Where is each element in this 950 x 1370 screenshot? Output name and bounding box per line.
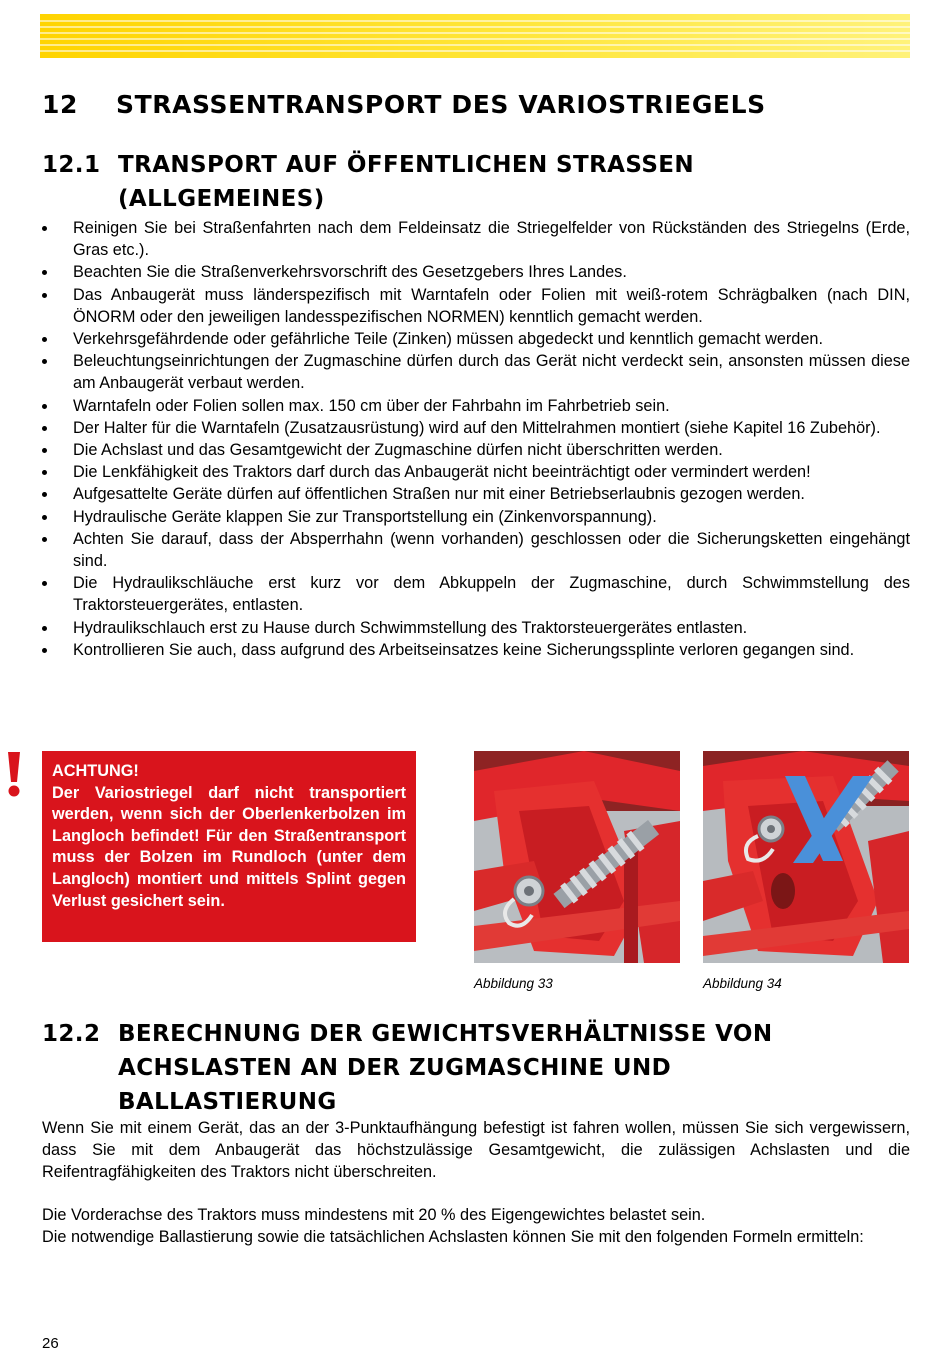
list-item-text: Die Hydraulikschläuche erst kurz vor dem Abkuppeln der Zugmaschine, durch Schwimmstellung des Traktorsteuergerätes, entlasten. [73, 574, 910, 615]
list-item [42, 395, 910, 417]
section-12-1-title-line2: (ALLGEMEINES) [118, 186, 325, 212]
list-item-text: Reinigen Sie bei Straßenfahrten nach dem Feldeinsatz die Striegelfelder von Rückständen des Striegelns (Erde, Gras etc.). [73, 219, 910, 260]
bullet-icon [42, 515, 47, 520]
section-12-1-heading [42, 148, 912, 216]
bullet-icon [42, 270, 47, 275]
list-item-text: Kontrollieren Sie auch, dass aufgrund des Arbeitseinsatzes keine Sicherungssplinte verloren gegangen sind. [73, 640, 855, 659]
bullet-icon [42, 404, 47, 409]
list-item [42, 572, 910, 616]
exclamation-warning-icon [4, 750, 24, 798]
section-12-2-number: 12.2 [42, 1021, 101, 1047]
section-12-1-title-line1: TRANSPORT AUF ÖFFENTLICHEN STRASSEN [118, 152, 695, 178]
striegel-hitch-photo-correct [474, 751, 680, 963]
section-12-2-title-line2: ACHSLASTEN AN DER ZUGMASCHINE UND [118, 1055, 672, 1081]
bullet-icon [42, 359, 47, 364]
list-item [42, 217, 910, 261]
section-12-2-title-line3: BALLASTIERUNG [118, 1089, 337, 1115]
section-12-title: STRASSENTRANSPORT DES VARIOSTRIEGELS [116, 90, 766, 119]
list-item-text: Warntafeln oder Folien sollen max. 150 cm über der Fahrbahn im Fahrbetrieb sein. [73, 396, 670, 415]
list-item [42, 461, 910, 483]
list-item-text: Das Anbaugerät muss länderspezifisch mit Warntafeln oder Folien mit weiß-rotem Schrägbalken (nach DIN, ÖNORM oder den jeweiligen landesspezifischen NORMEN) kenntlich gemacht werden. [73, 285, 910, 326]
section-12-2-title-line1: BERECHNUNG DER GEWICHTSVERHÄLTNISSE VON [118, 1021, 773, 1047]
bullet-icon [42, 492, 47, 497]
list-item-text: Hydraulikschlauch erst zu Hause durch Schwimmstellung des Traktorsteuergerätes entlasten. [73, 618, 748, 637]
list-item [42, 439, 910, 461]
figure-34-photo [703, 751, 909, 963]
list-item-text: Hydraulische Geräte klappen Sie zur Transportstellung ein (Zinkenvorspannung). [73, 507, 657, 526]
page-number: 26 [42, 1335, 59, 1352]
list-item-text: Die Achslast und das Gesamtgewicht der Zugmaschine dürfen nicht überschritten werden. [73, 441, 723, 460]
warning-title: ACHTUNG! [52, 762, 139, 780]
bullet-icon [42, 226, 47, 231]
list-item [42, 506, 910, 528]
list-item [42, 483, 910, 505]
warning-text: Der Variostriegel darf nicht transportiert werden, wenn sich der Oberlenkerbolzen im Langloch befindet! Für den Straßentransport muss der Bolzen im Rundloch (unter dem Langloch) montiert und mittels Splint gegen Verlust gesichert sein. [52, 783, 406, 910]
bullet-icon [42, 626, 47, 631]
striegel-hitch-photo-wrong [703, 751, 909, 963]
bullet-icon [42, 470, 47, 475]
list-item [42, 639, 910, 661]
list-item [42, 261, 910, 283]
list-item [42, 617, 910, 639]
list-item-text: Die Lenkfähigkeit des Traktors darf durch das Anbaugerät nicht beeinträchtigt oder vermindert werden! [73, 463, 811, 482]
bullet-icon [42, 293, 47, 298]
figure-33-photo [474, 751, 680, 963]
list-item-text: Beachten Sie die Straßenverkehrsvorschrift des Gesetzgebers Ihres Landes. [73, 263, 627, 282]
list-item-text: Beleuchtungseinrichtungen der Zugmaschine dürfen durch das Gerät nicht verdeckt sein, ansonsten müssen diese am Anbaugerät verbaut werden. [73, 352, 910, 393]
bullet-icon [42, 537, 47, 542]
list-item-text: Der Halter für die Warntafeln (Zusatzausrüstung) wird auf den Mittelrahmen montiert (siehe Kapitel 16 Zubehör). [73, 418, 881, 437]
list-item [42, 528, 910, 572]
list-item [42, 417, 910, 439]
list-item-text: Verkehrsgefährdende oder gefährliche Teile (Zinken) müssen abgedeckt und kenntlich gemacht werden. [73, 330, 823, 349]
bullet-icon [42, 337, 47, 342]
bullet-icon [42, 581, 47, 586]
section-12-number: 12 [42, 90, 78, 119]
warning-box [42, 751, 416, 942]
list-item [42, 328, 910, 350]
bullet-icon [42, 426, 47, 431]
paragraph-weight-limits: Wenn Sie mit einem Gerät, das an der 3-Punktaufhängung befestigt ist fahren wollen, müssen Sie sich vergewissern, dass Sie mit dem Anbaugerät das höchstzulässige Gesamtgewicht, die zulässigen Achslasten und die Reifentragfähigkeiten des Traktors nicht überschreiten. [42, 1119, 910, 1182]
list-item-text: Aufgesattelte Geräte dürfen auf öffentlichen Straßen nur mit einer Betriebserlaubnis gezogen werden. [73, 485, 805, 504]
paragraph-ballast-formula: Die notwendige Ballastierung sowie die tatsächlichen Achslasten können Sie mit den folgenden Formeln ermitteln: [42, 1228, 864, 1246]
header-band [40, 14, 910, 58]
list-item [42, 350, 910, 394]
figure-34-caption: Abbildung 34 [703, 976, 782, 991]
bullet-icon [42, 648, 47, 653]
transport-rules-list [42, 217, 910, 661]
section-12-1-number: 12.1 [42, 152, 101, 178]
section-12-2-heading [42, 1017, 912, 1119]
figure-33-caption: Abbildung 33 [474, 976, 553, 991]
list-item [42, 284, 910, 328]
paragraph-front-axle: Die Vorderachse des Traktors muss mindestens mit 20 % des Eigengewichtes belastet sein. [42, 1206, 706, 1224]
list-item-text: Achten Sie darauf, dass der Absperrhahn (wenn vorhanden) geschlossen oder die Sicherungsketten eingehängt sind. [73, 529, 910, 571]
bullet-icon [42, 448, 47, 453]
section-12-heading [42, 90, 912, 119]
